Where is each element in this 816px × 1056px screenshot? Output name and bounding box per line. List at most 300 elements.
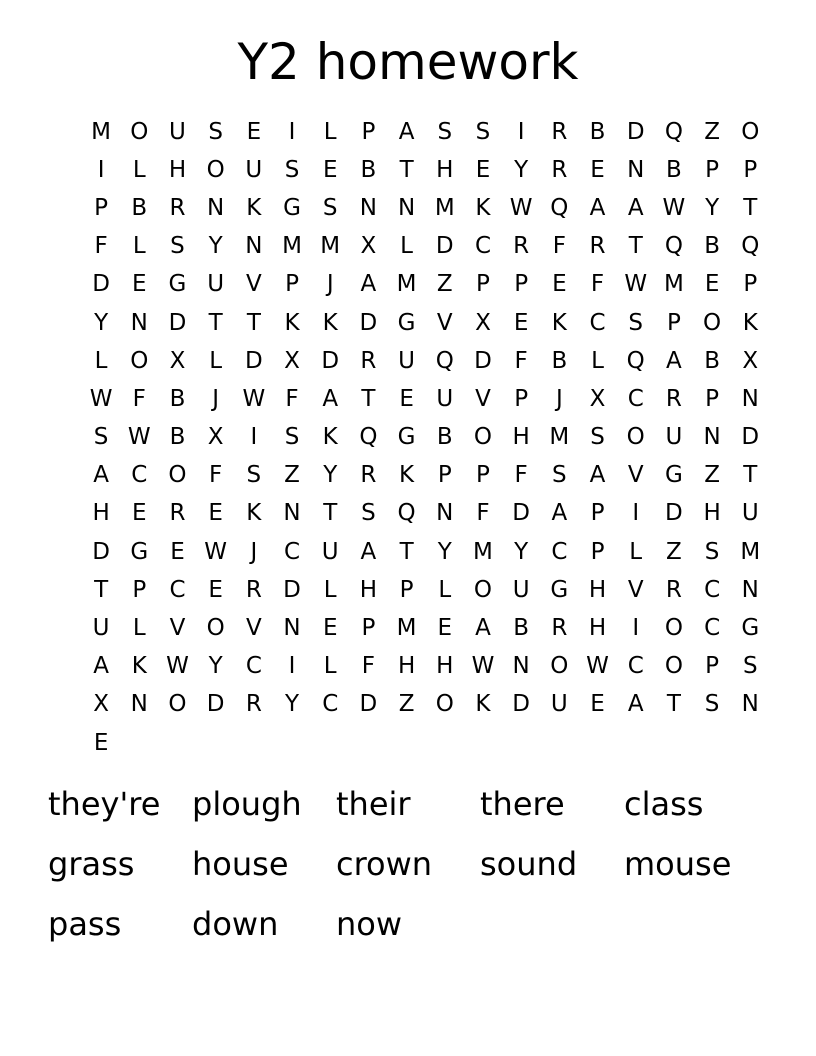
grid-letter: W — [242, 385, 266, 412]
grid-letter: B — [666, 156, 682, 183]
grid-letter: B — [169, 424, 186, 451]
grid-letter: S — [742, 653, 758, 680]
grid-letter: B — [131, 194, 148, 221]
grid-letter: Z — [666, 538, 682, 565]
grid-letter: U — [550, 691, 568, 718]
grid-letter: H — [588, 576, 607, 603]
grid-letter: N — [359, 194, 378, 221]
grid-letter: B — [360, 156, 377, 183]
grid-letter: C — [474, 233, 491, 260]
grid-letter: A — [627, 194, 644, 221]
grid-letter: L — [209, 347, 223, 374]
grid-letter: Q — [664, 233, 683, 260]
word-list-item: down — [192, 905, 279, 943]
grid-letter: D — [321, 347, 340, 374]
grid-letter: R — [245, 691, 262, 718]
grid-letter: M — [740, 538, 761, 565]
grid-letter: O — [130, 118, 149, 145]
grid-letter: D — [435, 233, 454, 260]
grid-letter: E — [552, 271, 567, 298]
grid-letter: Y — [705, 194, 720, 221]
grid-letter: N — [283, 500, 301, 527]
grid-letter: P — [476, 462, 490, 489]
word-list-item: they're — [48, 785, 161, 823]
word-list-item: class — [624, 785, 704, 823]
grid-letter: M — [663, 271, 684, 298]
grid-letter: M — [91, 118, 112, 145]
word-list-item: sound — [480, 845, 578, 883]
grid-letter: Q — [664, 118, 683, 145]
grid-letter: H — [168, 156, 187, 183]
grid-letter: F — [209, 462, 223, 489]
grid-letter: M — [282, 233, 302, 260]
grid-letter: S — [475, 118, 491, 145]
grid-letter: L — [323, 576, 337, 603]
grid-letter: S — [704, 538, 720, 565]
grid-letter: Z — [398, 691, 415, 718]
grid-letter: O — [473, 424, 493, 451]
grid-letter: A — [360, 538, 377, 565]
grid-letter: Q — [741, 233, 760, 260]
grid-letter: U — [512, 576, 530, 603]
grid-letter: A — [666, 347, 682, 374]
grid-letter: H — [359, 576, 378, 603]
grid-letter: S — [284, 156, 300, 183]
word-list-item: crown — [336, 845, 433, 883]
grid-letter: L — [629, 538, 643, 565]
grid-letter: Z — [436, 271, 453, 298]
grid-letter: R — [169, 500, 186, 527]
grid-letter: O — [206, 156, 225, 183]
grid-letter: P — [743, 271, 758, 298]
grid-letter: D — [359, 309, 378, 336]
grid-letter: N — [741, 576, 759, 603]
grid-letter: D — [283, 576, 301, 603]
grid-letter: O — [473, 576, 493, 603]
word-list-item: mouse — [624, 845, 732, 883]
grid-letter: D — [244, 347, 263, 374]
grid-letter: L — [323, 653, 337, 680]
grid-letter: N — [703, 424, 721, 451]
grid-letter: J — [212, 385, 220, 412]
grid-letter: I — [97, 156, 105, 183]
grid-letter: W — [509, 194, 533, 221]
grid-letter: M — [549, 424, 570, 451]
grid-letter: A — [93, 462, 109, 489]
grid-letter: X — [742, 347, 759, 374]
grid-letter: J — [555, 385, 563, 412]
grid-letter: F — [361, 653, 376, 680]
grid-letter: X — [360, 233, 377, 260]
grid-letter: I — [288, 653, 296, 680]
grid-letter: T — [361, 385, 376, 412]
grid-letter: U — [741, 500, 759, 527]
grid-letter: O — [206, 615, 225, 642]
grid-letter: P — [285, 271, 299, 298]
grid-letter: R — [360, 347, 377, 374]
grid-letter: T — [743, 194, 758, 221]
grid-letter: X — [284, 347, 300, 374]
grid-letter: S — [628, 309, 644, 336]
grid-letter: W — [166, 653, 189, 680]
grid-letter: U — [169, 118, 186, 145]
grid-letter: O — [703, 309, 722, 336]
grid-letter: N — [512, 653, 530, 680]
grid-letter: M — [396, 271, 417, 298]
word-list-item: pass — [48, 905, 122, 943]
grid-letter: X — [589, 385, 606, 412]
word-list-item: now — [336, 905, 403, 943]
grid-letter: F — [476, 500, 490, 527]
grid-letter: E — [590, 156, 605, 183]
grid-letter: W — [471, 653, 495, 680]
grid-letter: A — [475, 615, 491, 642]
grid-letter: R — [665, 385, 682, 412]
word-list-item: house — [192, 845, 289, 883]
grid-letter: V — [475, 385, 491, 412]
grid-letter: B — [589, 118, 606, 145]
grid-letter: C — [704, 576, 721, 603]
grid-letter: N — [207, 194, 225, 221]
grid-letter: Z — [704, 462, 720, 489]
grid-letter: C — [322, 691, 339, 718]
grid-letter: P — [666, 309, 681, 336]
grid-letter: Y — [208, 653, 223, 680]
grid-letter: P — [514, 385, 529, 412]
grid-letter: U — [207, 271, 225, 298]
grid-letter: C — [245, 653, 262, 680]
word-list-item: there — [480, 785, 565, 823]
grid-letter: Q — [435, 347, 454, 374]
grid-letter: K — [475, 691, 491, 718]
grid-letter: V — [245, 271, 262, 298]
grid-letter: I — [632, 615, 640, 642]
grid-letter: E — [170, 538, 185, 565]
grid-letter: K — [551, 309, 567, 336]
grid-letter: N — [627, 156, 645, 183]
grid-letter: Z — [704, 118, 720, 145]
grid-letter: C — [627, 653, 644, 680]
grid-letter: C — [131, 462, 148, 489]
grid-letter: R — [551, 156, 568, 183]
grid-letter: E — [590, 691, 605, 718]
grid-letter: O — [664, 653, 683, 680]
grid-letter: P — [514, 271, 529, 298]
grid-letter: C — [284, 538, 301, 565]
grid-letter: D — [474, 347, 492, 374]
grid-letter: I — [517, 118, 525, 145]
grid-letter: P — [476, 271, 490, 298]
grid-letter: S — [437, 118, 453, 145]
grid-letter: R — [551, 615, 568, 642]
grid-letter: M — [473, 538, 493, 565]
grid-letter: I — [632, 500, 640, 527]
grid-letter: I — [288, 118, 296, 145]
grid-letter: S — [361, 500, 376, 527]
grid-letter: O — [168, 691, 187, 718]
grid-letter: V — [245, 615, 262, 642]
grid-letter: B — [704, 347, 720, 374]
grid-letter: K — [399, 462, 415, 489]
grid-letter: P — [705, 156, 720, 183]
grid-letter: N — [245, 233, 263, 260]
grid-letter: C — [704, 615, 721, 642]
grid-letter: L — [132, 233, 146, 260]
grid-letter: M — [396, 615, 417, 642]
grid-letter: K — [246, 194, 262, 221]
grid-letter: Q — [550, 194, 569, 221]
grid-letter: F — [590, 271, 605, 298]
grid-letter: O — [168, 462, 187, 489]
grid-letter: G — [168, 271, 187, 298]
grid-letter: L — [132, 156, 146, 183]
grid-letter: O — [664, 615, 683, 642]
grid-letter: M — [434, 194, 455, 221]
grid-letter: H — [703, 500, 721, 527]
grid-letter: B — [169, 385, 186, 412]
grid-letter: E — [399, 385, 414, 412]
word-list — [48, 778, 768, 958]
grid-letter: R — [551, 118, 568, 145]
grid-letter: U — [436, 385, 454, 412]
grid-letter: K — [322, 309, 338, 336]
grid-letter: Y — [323, 462, 338, 489]
grid-letter: O — [550, 653, 569, 680]
grid-letter: A — [360, 271, 377, 298]
grid-letter: D — [512, 500, 531, 527]
grid-letter: J — [250, 538, 258, 565]
grid-letter: V — [436, 309, 453, 336]
grid-letter: W — [127, 424, 151, 451]
grid-letter: R — [513, 233, 530, 260]
grid-letter: H — [436, 653, 454, 680]
grid-letter: D — [92, 538, 110, 565]
grid-letter: X — [207, 424, 224, 451]
grid-letter: T — [628, 233, 643, 260]
grid-letter: E — [475, 156, 491, 183]
grid-letter: L — [94, 347, 108, 374]
grid-letter: S — [284, 424, 300, 451]
grid-letter: R — [360, 462, 377, 489]
grid-letter: P — [437, 462, 452, 489]
grid-letter: S — [170, 233, 185, 260]
grid-letter: S — [246, 462, 262, 489]
grid-letter: P — [705, 653, 720, 680]
grid-letter: F — [94, 233, 108, 260]
grid-letter: H — [92, 500, 110, 527]
grid-letter: E — [93, 729, 109, 756]
grid-letter: S — [552, 462, 567, 489]
grid-letter: Y — [437, 538, 452, 565]
grid-letter: F — [514, 462, 528, 489]
grid-letter: G — [664, 462, 683, 489]
grid-letter: T — [399, 156, 414, 183]
grid-letter: Y — [94, 309, 109, 336]
grid-letter: C — [589, 309, 606, 336]
grid-letter: Y — [285, 691, 300, 718]
grid-letter: A — [398, 118, 415, 145]
grid-letter: K — [742, 309, 758, 336]
grid-letter: C — [551, 538, 568, 565]
grid-letter: T — [323, 500, 338, 527]
grid-letter: E — [132, 500, 147, 527]
grid-letter: Y — [514, 538, 529, 565]
grid-letter: M — [320, 233, 341, 260]
grid-letter: D — [206, 691, 225, 718]
grid-letter: V — [627, 462, 644, 489]
grid-letter: V — [169, 615, 186, 642]
grid-letter: N — [741, 385, 759, 412]
grid-letter: G — [397, 424, 416, 451]
grid-letter: A — [589, 194, 606, 221]
grid-letter: E — [132, 271, 147, 298]
grid-letter: Q — [626, 347, 645, 374]
grid-letter: W — [624, 271, 648, 298]
grid-letter: B — [704, 233, 720, 260]
grid-letter: R — [245, 576, 262, 603]
page-title: Y2 homework — [237, 33, 579, 91]
grid-letter: P — [361, 615, 376, 642]
grid-letter: N — [130, 691, 148, 718]
grid-letter: K — [284, 309, 300, 336]
grid-letter: H — [512, 424, 530, 451]
grid-letter: P — [743, 156, 758, 183]
grid-letter: P — [132, 576, 147, 603]
grid-letter: B — [513, 615, 530, 642]
grid-letter: D — [741, 424, 760, 451]
grid-letter: T — [94, 576, 109, 603]
grid-letter: E — [322, 156, 338, 183]
grid-letter: P — [590, 538, 605, 565]
grid-letter: T — [208, 309, 223, 336]
grid-letter: T — [246, 309, 261, 336]
grid-letter: K — [475, 194, 491, 221]
grid-letter: Q — [359, 424, 378, 451]
grid-letter: B — [551, 347, 568, 374]
grid-letter: E — [208, 500, 223, 527]
grid-letter: A — [589, 462, 606, 489]
grid-letter: O — [741, 118, 760, 145]
grid-letter: D — [92, 271, 110, 298]
grid-letter: E — [322, 615, 338, 642]
grid-letter: H — [588, 615, 607, 642]
grid-letter: Z — [284, 462, 300, 489]
grid-letter: G — [550, 576, 569, 603]
grid-letter: S — [704, 691, 720, 718]
grid-letter: E — [208, 576, 223, 603]
grid-letter: D — [665, 500, 683, 527]
grid-letter: V — [627, 576, 644, 603]
grid-letter: K — [131, 653, 147, 680]
grid-letter: K — [322, 424, 338, 451]
grid-letter: O — [626, 424, 645, 451]
grid-letter: S — [208, 118, 223, 145]
grid-letter: W — [204, 538, 228, 565]
grid-letter: N — [130, 309, 148, 336]
grid-letter: H — [436, 156, 454, 183]
grid-letter: X — [475, 309, 491, 336]
grid-letter: D — [359, 691, 378, 718]
grid-letter: B — [436, 424, 453, 451]
grid-letter: U — [92, 615, 110, 642]
grid-letter: X — [93, 691, 109, 718]
grid-letter: C — [169, 576, 186, 603]
grid-letter: A — [551, 500, 568, 527]
grid-letter: E — [704, 271, 720, 298]
grid-letter: U — [398, 347, 416, 374]
grid-letter: J — [326, 271, 334, 298]
grid-letter: G — [741, 615, 760, 642]
word-search-grid — [82, 113, 769, 762]
grid-letter: L — [400, 233, 413, 260]
grid-letter: A — [93, 653, 109, 680]
grid-letter: E — [437, 615, 453, 642]
grid-letter: P — [590, 500, 605, 527]
grid-letter: W — [89, 385, 113, 412]
grid-letter: Q — [397, 500, 416, 527]
word-list-item: grass — [48, 845, 135, 883]
grid-letter: P — [705, 385, 720, 412]
grid-letter: L — [323, 118, 337, 145]
grid-letter: G — [283, 194, 301, 221]
grid-letter: R — [589, 233, 606, 260]
grid-letter: A — [322, 385, 339, 412]
grid-letter: N — [436, 500, 454, 527]
grid-letter: R — [665, 576, 682, 603]
word-list-item: plough — [192, 785, 302, 823]
grid-letter: S — [322, 194, 338, 221]
grid-letter: S — [590, 424, 605, 451]
grid-letter: E — [246, 118, 262, 145]
grid-letter: T — [743, 462, 758, 489]
grid-letter: Y — [208, 233, 223, 260]
grid-letter: C — [627, 385, 644, 412]
grid-letter: P — [361, 118, 376, 145]
grid-letter: D — [512, 691, 531, 718]
grid-letter: U — [321, 538, 339, 565]
grid-letter: W — [662, 194, 686, 221]
grid-letter: L — [438, 576, 452, 603]
grid-letter: Y — [514, 156, 529, 183]
grid-letter: F — [132, 385, 146, 412]
grid-letter: X — [169, 347, 186, 374]
grid-letter: N — [741, 691, 759, 718]
grid-letter: O — [130, 347, 149, 374]
grid-letter: U — [665, 424, 683, 451]
grid-letter: U — [245, 156, 263, 183]
grid-letter: G — [397, 309, 416, 336]
grid-letter: W — [586, 653, 609, 680]
grid-letter: R — [169, 194, 186, 221]
grid-letter: A — [627, 691, 644, 718]
grid-letter: F — [514, 347, 528, 374]
grid-letter: P — [94, 194, 109, 221]
grid-letter: O — [435, 691, 454, 718]
grid-letter: D — [168, 309, 187, 336]
grid-letter: N — [397, 194, 416, 221]
grid-letter: P — [399, 576, 414, 603]
word-list-item: their — [336, 785, 411, 823]
grid-letter: H — [397, 653, 416, 680]
grid-letter: T — [666, 691, 681, 718]
grid-letter: L — [132, 615, 146, 642]
grid-letter: I — [250, 424, 258, 451]
grid-letter: G — [130, 538, 149, 565]
grid-letter: S — [93, 424, 109, 451]
grid-letter: N — [283, 615, 301, 642]
grid-letter: T — [399, 538, 414, 565]
grid-letter: F — [285, 385, 299, 412]
